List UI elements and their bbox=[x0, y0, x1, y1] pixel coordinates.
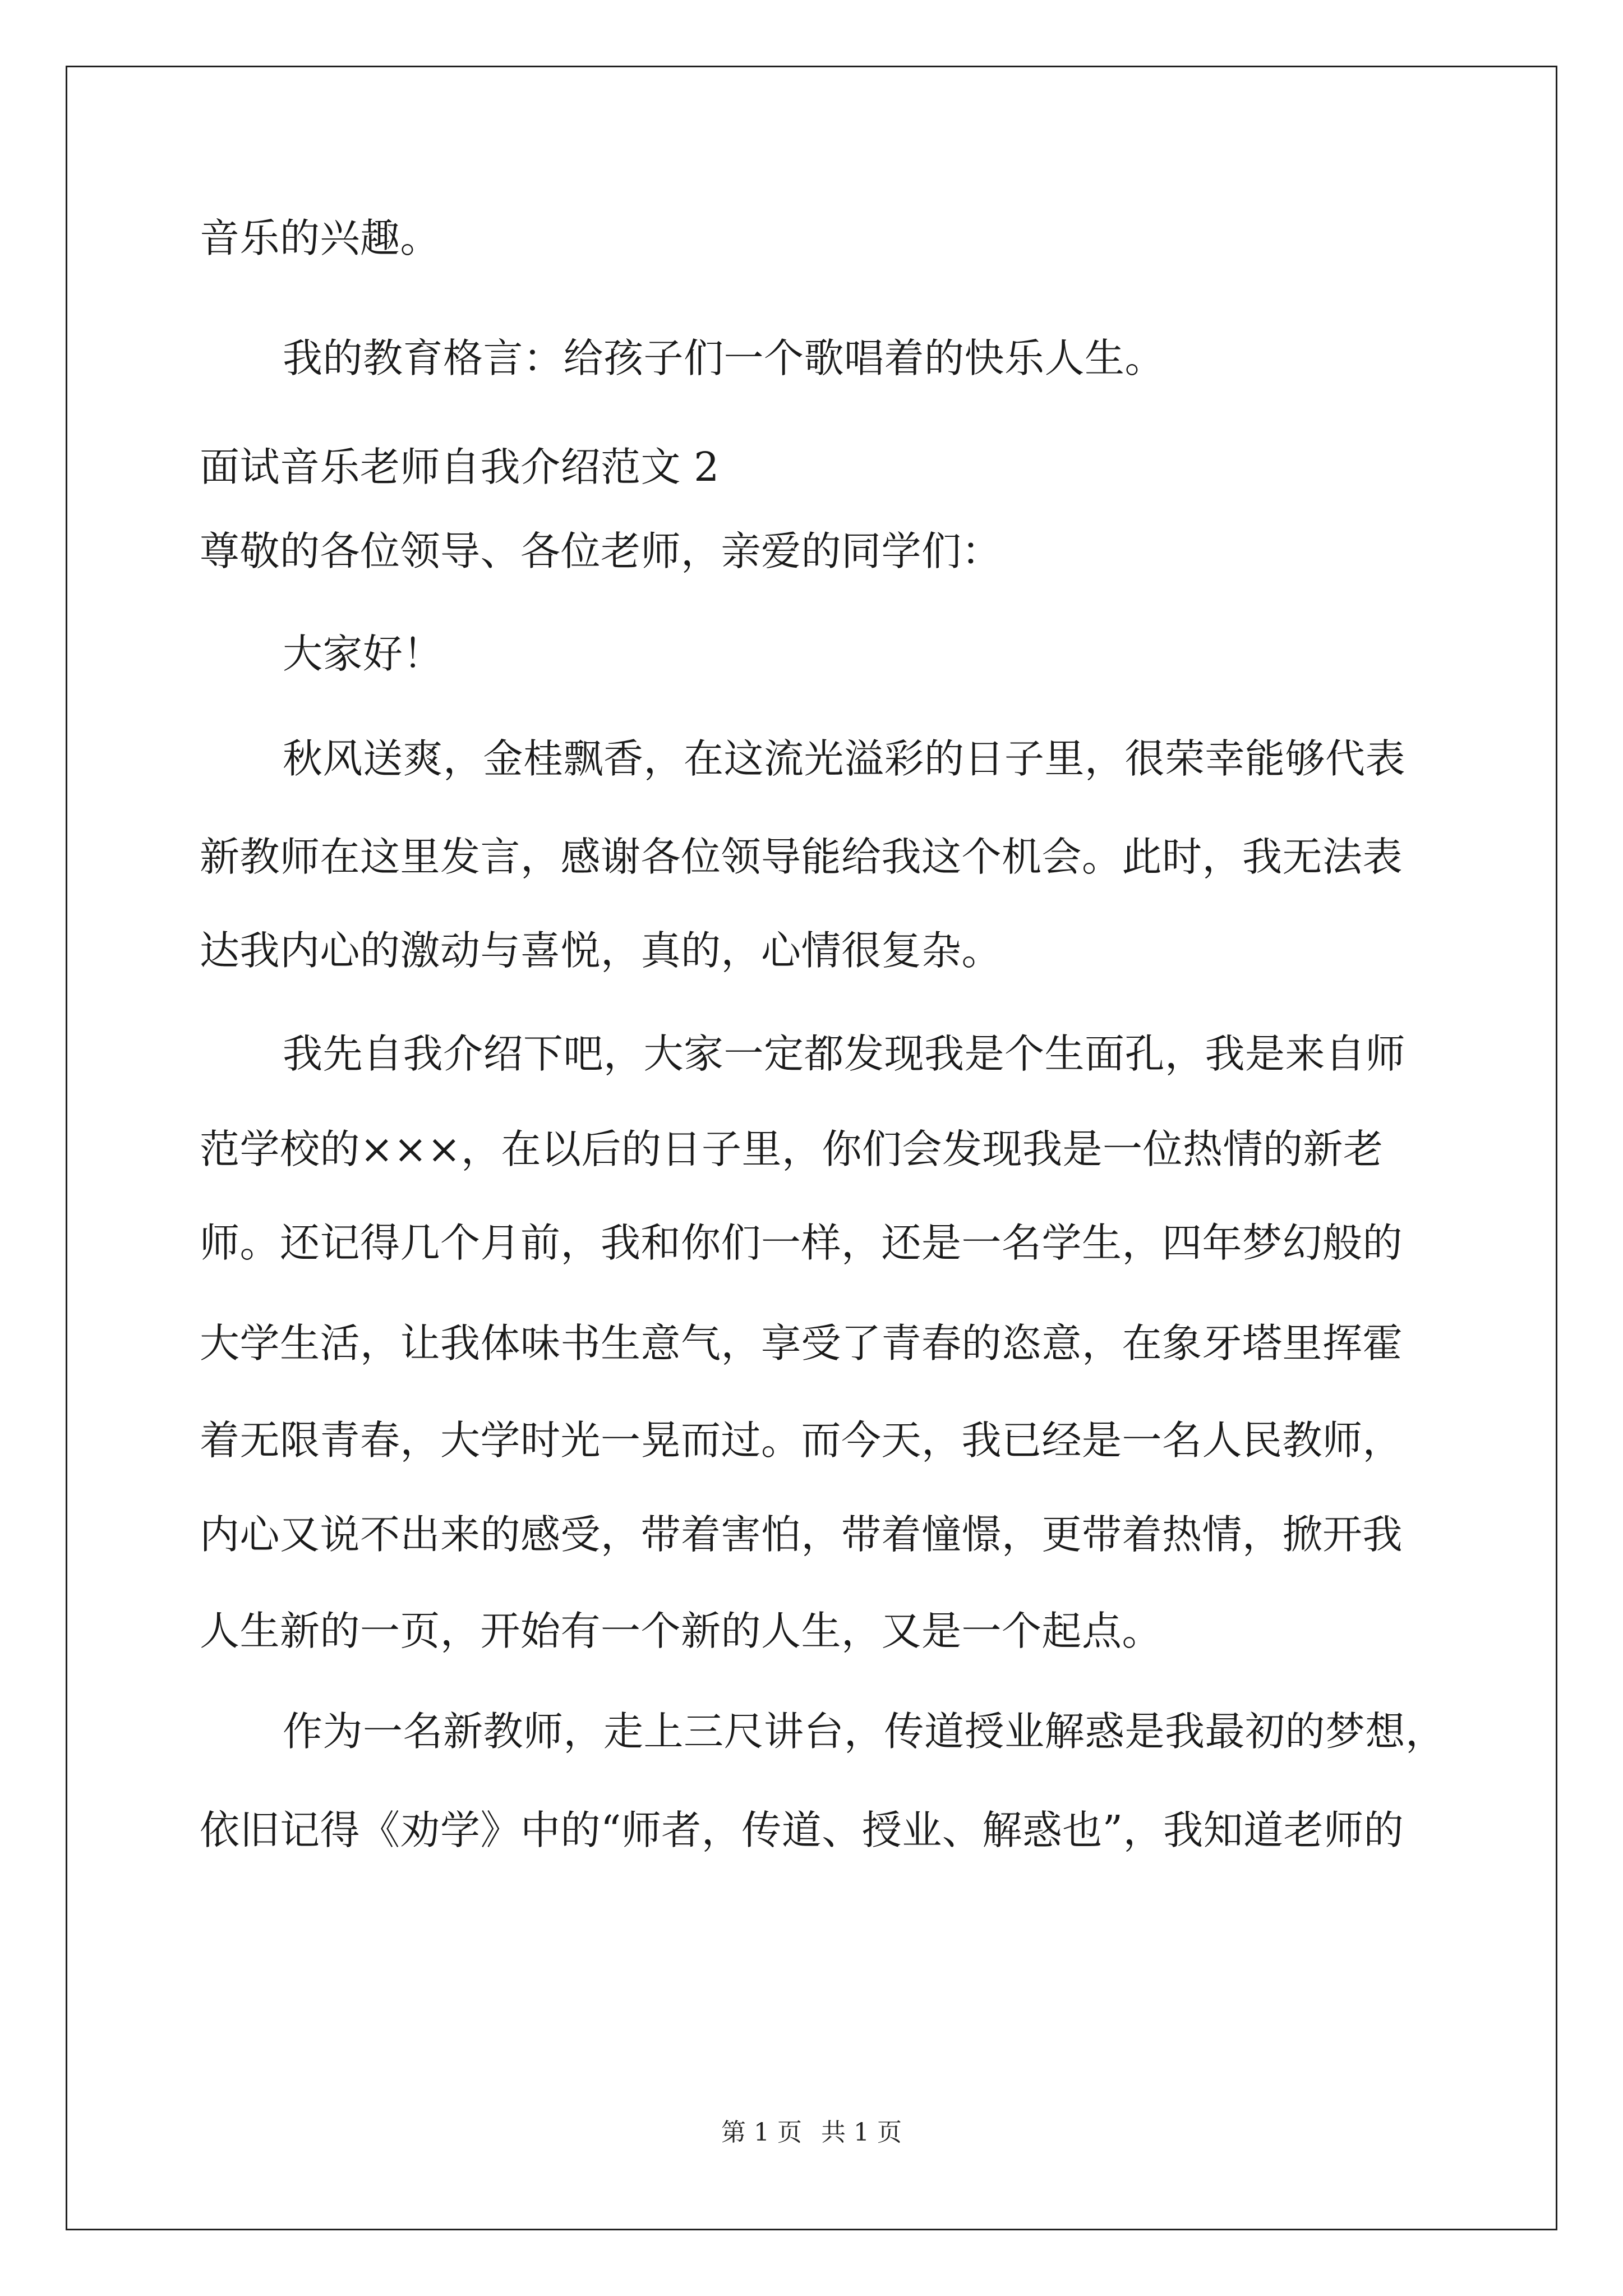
text-line: 我先自我介绍下吧，大家一定都发现我是个生面孔，我是来自师 bbox=[283, 1030, 1406, 1077]
section-heading: 面试音乐老师自我介绍范文 2 bbox=[200, 444, 720, 490]
text-line: 秋风送爽，金桂飘香，在这流光溢彩的日子里，很荣幸能够代表 bbox=[283, 735, 1406, 782]
page-number: 第 1 页 bbox=[721, 2118, 802, 2147]
page-footer bbox=[0, 2116, 1623, 2150]
text-line: 达我内心的激动与喜悦，真的，心情很复杂。 bbox=[200, 927, 1002, 974]
text-line: 新教师在这里发言，感谢各位领导能给我这个机会。此时，我无法表 bbox=[200, 834, 1403, 880]
text-line: 作为一名新教师，走上三尺讲台，传道授业解惑是我最初的梦想， bbox=[283, 1708, 1446, 1755]
text-line: 内心又说不出来的感受，带着害怕，带着憧憬，更带着热情，掀开我 bbox=[200, 1511, 1403, 1558]
text-line: 音乐的兴趣。 bbox=[200, 215, 441, 261]
text-line: 大家好！ bbox=[283, 631, 444, 677]
text-line: 依旧记得《劝学》中的“师者，传道、授业、解惑也”，我知道老师的 bbox=[200, 1807, 1404, 1853]
page-total: 共 1 页 bbox=[821, 2118, 902, 2147]
text-line: 人生新的一页，开始有一个新的人生，又是一个起点。 bbox=[200, 1608, 1163, 1654]
text-line: 大学生活，让我体味书生意气，享受了青春的恣意，在象牙塔里挥霍 bbox=[200, 1320, 1403, 1366]
text-line: 师。还记得几个月前，我和你们一样，还是一名学生，四年梦幻般的 bbox=[200, 1220, 1403, 1266]
text-line: 我的教育格言：给孩子们一个歌唱着的快乐人生。 bbox=[283, 335, 1165, 381]
text-line: 范学校的×××，在以后的日子里，你们会发现我是一位热情的新老 bbox=[200, 1126, 1384, 1172]
text-line: 尊敬的各位领导、各位老师，亲爱的同学们： bbox=[200, 528, 1002, 574]
text-line: 着无限青春，大学时光一晃而过。而今天，我已经是一名人民教师， bbox=[200, 1417, 1403, 1464]
